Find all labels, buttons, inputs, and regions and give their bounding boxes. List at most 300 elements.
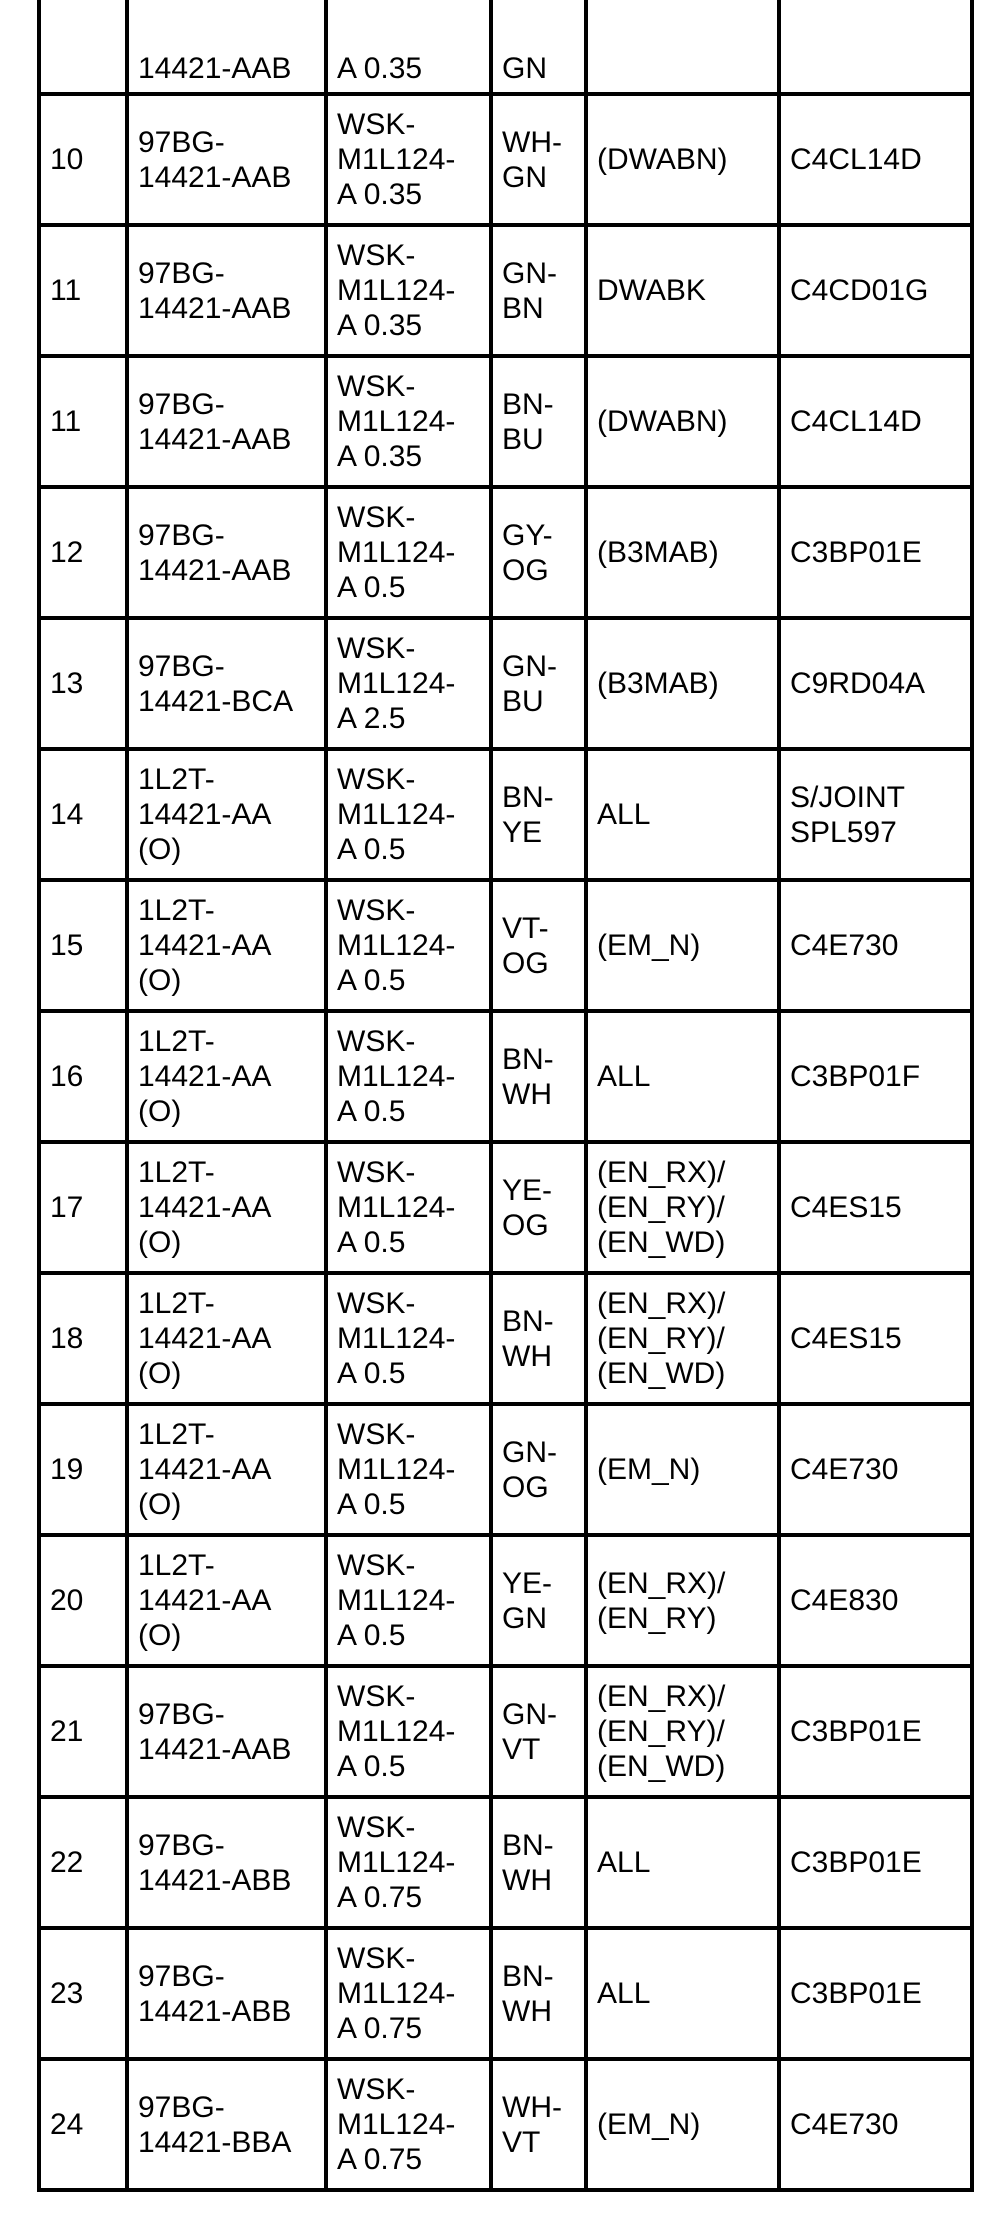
cell-text-line: C4E730: [790, 2108, 899, 2141]
cell-destination: [779, 1011, 972, 1142]
cell-text-line: VT-: [502, 911, 549, 945]
cell-text-line: S/JOINT: [790, 780, 906, 814]
cell-text-line: 14421-AAB: [138, 160, 292, 194]
cell-text-line: 14421-AA: [138, 1322, 272, 1355]
cell-text-line: 97BG-: [138, 1697, 225, 1731]
cell-option-code: [586, 487, 779, 618]
cell-wire-spec: [326, 1535, 491, 1666]
cell-text-line: (EN_RX)/: [597, 1287, 726, 1320]
cell-circuit-number: [39, 1142, 127, 1273]
cell-text-line: (EN_RX)/: [597, 1566, 726, 1600]
cell-part-number: [127, 225, 326, 356]
cell-text-line: (O): [138, 1226, 182, 1259]
cell-text-line: ALL: [597, 798, 651, 831]
cell-destination: [779, 1666, 972, 1797]
table-row: [39, 1797, 972, 1928]
cell-circuit-number: [39, 2059, 127, 2190]
cell-text-line: C3BP01E: [790, 1846, 922, 1879]
cell-circuit-number: [39, 1797, 127, 1928]
cell-wire-color: [491, 1666, 586, 1797]
cell-wire-color: [491, 2059, 586, 2190]
cell-text-line: (EN_RX)/: [597, 1680, 726, 1713]
cell-text-line: 14421-ABB: [138, 1994, 292, 2028]
cell-text-line: 14421-AA: [138, 1584, 272, 1617]
cell-wire-spec: [326, 1797, 491, 1928]
cell-option-code: [586, 1142, 779, 1273]
cell-wire-color: [491, 0, 586, 94]
table-row: [39, 0, 972, 94]
cell-wire-color: [491, 1273, 586, 1404]
cell-text-line: 97BG-: [138, 518, 225, 552]
cell-text-line: 14421-AAB: [138, 1732, 292, 1766]
cell-option-code: [586, 1797, 779, 1928]
cell-text-line: C4CL14D: [790, 143, 922, 176]
cell-part-number: [127, 487, 326, 618]
cell-text-line: (O): [138, 964, 182, 997]
cell-circuit-number: [39, 1404, 127, 1535]
cell-text-line: (DWABN): [597, 143, 728, 176]
cell-text-line: M1L124-: [337, 2108, 456, 2141]
cell-wire-spec: [326, 1273, 491, 1404]
cell-text-line: (O): [138, 833, 182, 866]
cell-option-code: [586, 1011, 779, 1142]
cell-option-code: [586, 225, 779, 356]
cell-text-line: BN-: [502, 780, 554, 814]
cell-text-line: 97BG-: [138, 125, 225, 159]
cell-wire-spec: [326, 0, 491, 94]
cell-text-line: WSK-: [337, 2073, 416, 2106]
cell-text-line: 15: [50, 929, 84, 962]
cell-text-line: WH-: [502, 2090, 562, 2124]
cell-wire-color: [491, 1142, 586, 1273]
cell-text-line: VT: [502, 1732, 541, 1766]
cell-text-line: A 0.5: [337, 833, 406, 866]
cell-part-number: [127, 94, 326, 225]
cell-text-line: (EN_RX)/: [597, 1156, 726, 1189]
cell-text-line: 1L2T-: [138, 1025, 215, 1058]
cell-wire-spec: [326, 1928, 491, 2059]
cell-option-code: [586, 0, 779, 94]
cell-destination: [779, 1142, 972, 1273]
cell-text-line: 1L2T-: [138, 1549, 215, 1582]
cell-text-line: C4CD01G: [790, 274, 929, 307]
cell-text-line: WH: [502, 1339, 552, 1373]
cell-wire-spec: [326, 487, 491, 618]
cell-text-line: 23: [50, 1977, 84, 2010]
cell-destination: [779, 2059, 972, 2190]
cell-text-line: 97BG-: [138, 649, 225, 683]
cell-text-line: M1L124-: [337, 667, 456, 700]
cell-text-line: 17: [50, 1191, 84, 1224]
cell-part-number: [127, 1404, 326, 1535]
cell-text-line: 19: [50, 1453, 84, 1486]
cell-part-number: [127, 1666, 326, 1797]
cell-text-line: A 0.75: [337, 2012, 423, 2045]
cell-text-line: BN: [502, 291, 544, 325]
cell-text-line: 14: [50, 798, 84, 831]
cell-circuit-number: [39, 1535, 127, 1666]
cell-text-line: A 2.5: [337, 702, 406, 735]
cell-wire-color: [491, 1928, 586, 2059]
cell-text-line: M1L124-: [337, 405, 456, 438]
cell-circuit-number: [39, 1666, 127, 1797]
cell-text-line: 1L2T-: [138, 1418, 215, 1451]
cell-wire-spec: [326, 225, 491, 356]
cell-text-line: 12: [50, 536, 84, 569]
cell-wire-color: [491, 749, 586, 880]
cell-circuit-number: [39, 94, 127, 225]
cell-text-line: (O): [138, 1095, 182, 1128]
cell-text-line: 14421-AAB: [138, 52, 292, 85]
cell-wire-color: [491, 1797, 586, 1928]
cell-text-line: A 0.5: [337, 1750, 406, 1783]
cell-text-line: 11: [50, 274, 82, 307]
cell-text-line: C4ES15: [790, 1322, 902, 1355]
cell-circuit-number: [39, 1011, 127, 1142]
cell-text-line: 14421-ABB: [138, 1863, 292, 1897]
cell-text-line: WSK-: [337, 370, 416, 403]
cell-text-line: M1L124-: [337, 1453, 456, 1486]
cell-text-line: 97BG-: [138, 1828, 225, 1862]
cell-wire-spec: [326, 1666, 491, 1797]
cell-part-number: [127, 2059, 326, 2190]
table-row: [39, 1142, 972, 1273]
cell-text-line: GN-: [502, 256, 557, 290]
cell-destination: [779, 356, 972, 487]
cell-text-line: WH: [502, 1863, 552, 1897]
cell-text-line: C3BP01E: [790, 1715, 922, 1748]
cell-text-line: (EN_RY)/: [597, 1715, 725, 1748]
cell-text-line: C4E730: [790, 1453, 899, 1486]
cell-option-code: [586, 1666, 779, 1797]
cell-text-line: ALL: [597, 1846, 651, 1879]
table-row: [39, 1535, 972, 1666]
cell-text-line: 1L2T-: [138, 1156, 215, 1189]
cell-text-line: 14421-AA: [138, 1453, 272, 1486]
cell-text-line: A 0.5: [337, 964, 406, 997]
cell-text-line: (B3MAB): [597, 667, 719, 700]
cell-text-line: 13: [50, 667, 84, 700]
cell-text-line: 1L2T-: [138, 763, 215, 796]
cell-text-line: OG: [502, 1208, 549, 1242]
cell-wire-color: [491, 1535, 586, 1666]
cell-option-code: [586, 618, 779, 749]
cell-text-line: WH: [502, 1077, 552, 1111]
cell-text-line: A 0.5: [337, 1619, 406, 1652]
cell-text-line: A 0.35: [337, 52, 423, 85]
cell-destination: [779, 487, 972, 618]
cell-text-line: M1L124-: [337, 1715, 456, 1748]
cell-text-line: 97BG-: [138, 387, 225, 421]
cell-text-line: 97BG-: [138, 2090, 225, 2124]
cell-option-code: [586, 1273, 779, 1404]
cell-text-line: A 0.35: [337, 178, 423, 211]
cell-text-line: WSK-: [337, 1811, 416, 1844]
cell-wire-color: [491, 356, 586, 487]
cell-option-code: [586, 1404, 779, 1535]
cell-text-line: 24: [50, 2108, 84, 2141]
cell-wire-spec: [326, 356, 491, 487]
cell-text-line: BN-: [502, 1959, 554, 1993]
table-row: [39, 1273, 972, 1404]
table-row: [39, 1666, 972, 1797]
cell-wire-spec: [326, 1142, 491, 1273]
table-row: [39, 1011, 972, 1142]
cell-text-line: 10: [50, 143, 84, 176]
cell-part-number: [127, 1142, 326, 1273]
cell-wire-spec: [326, 618, 491, 749]
cell-text-line: C9RD04A: [790, 667, 926, 700]
cell-text-line: 14421-AAB: [138, 291, 292, 325]
cell-text-line: M1L124-: [337, 1191, 456, 1224]
cell-text-line: OG: [502, 946, 549, 980]
cell-text-line: C4ES15: [790, 1191, 902, 1224]
cell-wire-spec: [326, 1404, 491, 1535]
cell-text-line: 1L2T-: [138, 894, 215, 927]
cell-option-code: [586, 94, 779, 225]
cell-text-line: WSK-: [337, 1156, 416, 1189]
cell-destination: [779, 1535, 972, 1666]
cell-text-line: A 0.5: [337, 1357, 406, 1390]
cell-part-number: [127, 1011, 326, 1142]
table-row: [39, 94, 972, 225]
cell-destination: [779, 94, 972, 225]
cell-text-line: 18: [50, 1322, 84, 1355]
cell-text-line: A 0.5: [337, 571, 406, 604]
cell-part-number: [127, 0, 326, 94]
cell-part-number: [127, 749, 326, 880]
cell-wire-spec: [326, 94, 491, 225]
cell-circuit-number: [39, 356, 127, 487]
cell-text-line: A 0.5: [337, 1488, 406, 1521]
cell-part-number: [127, 880, 326, 1011]
cell-text-line: YE: [502, 815, 543, 849]
cell-wire-spec: [326, 2059, 491, 2190]
cell-text-line: (EM_N): [597, 2108, 701, 2141]
cell-option-code: [586, 2059, 779, 2190]
wiring-table-body: [39, 0, 972, 2190]
cell-text-line: 14421-AA: [138, 798, 272, 831]
cell-text-line: M1L124-: [337, 274, 456, 307]
table-row: [39, 618, 972, 749]
cell-circuit-number: [39, 225, 127, 356]
cell-text-line: C4E830: [790, 1584, 899, 1617]
cell-option-code: [586, 1535, 779, 1666]
cell-text-line: OG: [502, 553, 549, 587]
cell-text-line: C3BP01E: [790, 536, 922, 569]
cell-text-line: WSK-: [337, 894, 416, 927]
cell-text-line: M1L124-: [337, 1846, 456, 1879]
cell-option-code: [586, 1928, 779, 2059]
cell-destination: [779, 1404, 972, 1535]
cell-text-line: M1L124-: [337, 798, 456, 831]
cell-option-code: [586, 880, 779, 1011]
cell-text-line: WSK-: [337, 1680, 416, 1713]
cell-text-line: SPL597: [790, 815, 897, 849]
cell-wire-spec: [326, 749, 491, 880]
cell-text-line: (DWABN): [597, 405, 728, 438]
cell-wire-spec: [326, 1011, 491, 1142]
cell-destination: [779, 225, 972, 356]
cell-text-line: 16: [50, 1060, 84, 1093]
cell-destination: [779, 1273, 972, 1404]
cell-text-line: BN-: [502, 387, 554, 421]
cell-circuit-number: [39, 1273, 127, 1404]
cell-option-code: [586, 749, 779, 880]
table-row: [39, 2059, 972, 2190]
cell-text-line: M1L124-: [337, 929, 456, 962]
cell-text-line: WSK-: [337, 763, 416, 796]
cell-wire-color: [491, 225, 586, 356]
cell-text-line: 14421-AA: [138, 929, 272, 962]
cell-wire-color: [491, 1011, 586, 1142]
cell-text-line: GN-: [502, 649, 557, 683]
table-row: [39, 487, 972, 618]
cell-text-line: M1L124-: [337, 1060, 456, 1093]
cell-text-line: (EN_RY)/: [597, 1191, 725, 1224]
table-row: [39, 749, 972, 880]
cell-text-line: WSK-: [337, 239, 416, 272]
cell-part-number: [127, 1535, 326, 1666]
cell-text-line: A 0.5: [337, 1095, 406, 1128]
wiring-table-container: [37, 0, 970, 2192]
table-row: [39, 880, 972, 1011]
cell-text-line: A 0.75: [337, 2143, 423, 2176]
wiring-table: [37, 0, 974, 2192]
cell-text-line: 14421-AA: [138, 1060, 272, 1093]
table-row: [39, 1928, 972, 2059]
cell-circuit-number: [39, 618, 127, 749]
cell-text-line: M1L124-: [337, 1977, 456, 2010]
cell-text-line: C3BP01F: [790, 1060, 921, 1093]
cell-text-line: 14421-BBA: [138, 2125, 292, 2159]
cell-text-line: A 0.35: [337, 440, 423, 473]
cell-part-number: [127, 1797, 326, 1928]
cell-text-line: WH: [502, 1994, 552, 2028]
cell-destination: [779, 880, 972, 1011]
cell-text-line: GN-: [502, 1697, 557, 1731]
cell-text-line: BN-: [502, 1828, 554, 1862]
cell-text-line: 21: [50, 1715, 84, 1748]
cell-text-line: BU: [502, 422, 544, 456]
cell-destination: [779, 618, 972, 749]
cell-text-line: 1L2T-: [138, 1287, 215, 1320]
cell-circuit-number: [39, 1928, 127, 2059]
table-row: [39, 225, 972, 356]
cell-text-line: 14421-AA: [138, 1191, 272, 1224]
cell-wire-color: [491, 618, 586, 749]
cell-text-line: A 0.75: [337, 1881, 423, 1914]
cell-text-line: BN-: [502, 1042, 554, 1076]
cell-text-line: 97BG-: [138, 1959, 225, 1993]
cell-text-line: GN: [502, 1601, 547, 1635]
cell-text-line: 14421-AAB: [138, 422, 292, 456]
cell-text-line: 97BG-: [138, 256, 225, 290]
cell-destination: [779, 1797, 972, 1928]
cell-text-line: WH-: [502, 125, 562, 159]
cell-text-line: WSK-: [337, 501, 416, 534]
cell-text-line: (O): [138, 1488, 182, 1521]
cell-text-line: C3BP01E: [790, 1977, 922, 2010]
cell-circuit-number: [39, 749, 127, 880]
cell-text-line: (EN_WD): [597, 1226, 726, 1259]
cell-text-line: OG: [502, 1470, 549, 1504]
cell-text-line: GN-: [502, 1435, 557, 1469]
cell-text-line: (EN_WD): [597, 1750, 726, 1783]
cell-text-line: (EN_RY): [597, 1601, 717, 1635]
cell-text-line: WSK-: [337, 1418, 416, 1451]
cell-part-number: [127, 618, 326, 749]
cell-text-line: A 0.5: [337, 1226, 406, 1259]
cell-part-number: [127, 1928, 326, 2059]
cell-text-line: DWABK: [597, 274, 706, 307]
cell-text-line: (O): [138, 1357, 182, 1390]
cell-text-line: YE-: [502, 1566, 553, 1600]
cell-text-line: GN: [502, 160, 547, 194]
cell-text-line: WSK-: [337, 1549, 416, 1582]
cell-text-line: 14421-AAB: [138, 553, 292, 587]
cell-text-line: 20: [50, 1584, 84, 1617]
cell-text-line: WSK-: [337, 1287, 416, 1320]
cell-wire-spec: [326, 880, 491, 1011]
cell-text-line: GY-: [502, 518, 553, 552]
table-row: [39, 1404, 972, 1535]
cell-text-line: WSK-: [337, 108, 416, 141]
cell-destination: [779, 1928, 972, 2059]
cell-text-line: (EN_RY)/: [597, 1322, 725, 1355]
cell-text-line: YE-: [502, 1173, 553, 1207]
cell-text-line: 14421-BCA: [138, 684, 294, 718]
cell-part-number: [127, 356, 326, 487]
cell-text-line: M1L124-: [337, 536, 456, 569]
cell-text-line: C4E730: [790, 929, 899, 962]
cell-text-line: M1L124-: [337, 143, 456, 176]
cell-text-line: (B3MAB): [597, 536, 719, 569]
cell-destination: [779, 749, 972, 880]
cell-option-code: [586, 356, 779, 487]
cell-destination: [779, 0, 972, 94]
cell-text-line: 11: [50, 405, 82, 438]
cell-text-line: 22: [50, 1846, 84, 1879]
cell-text-line: VT: [502, 2125, 541, 2159]
cell-wire-color: [491, 880, 586, 1011]
cell-text-line: (EN_WD): [597, 1357, 726, 1390]
cell-circuit-number: [39, 0, 127, 94]
cell-text-line: M1L124-: [337, 1322, 456, 1355]
cell-circuit-number: [39, 487, 127, 618]
cell-text-line: BU: [502, 684, 544, 718]
cell-text-line: WSK-: [337, 1942, 416, 1975]
cell-text-line: M1L124-: [337, 1584, 456, 1617]
cell-text-line: C4CL14D: [790, 405, 922, 438]
cell-text-line: A 0.35: [337, 309, 423, 342]
cell-wire-color: [491, 1404, 586, 1535]
cell-part-number: [127, 1273, 326, 1404]
cell-text-line: (O): [138, 1619, 182, 1652]
cell-text-line: BN-: [502, 1304, 554, 1338]
cell-text-line: GN: [502, 52, 547, 85]
cell-text-line: (EM_N): [597, 1453, 701, 1486]
cell-text-line: WSK-: [337, 632, 416, 665]
cell-text-line: ALL: [597, 1060, 651, 1093]
cell-text-line: (EM_N): [597, 929, 701, 962]
cell-wire-color: [491, 94, 586, 225]
cell-text-line: WSK-: [337, 1025, 416, 1058]
cell-text-line: ALL: [597, 1977, 651, 2010]
cell-wire-color: [491, 487, 586, 618]
table-row: [39, 356, 972, 487]
cell-circuit-number: [39, 880, 127, 1011]
